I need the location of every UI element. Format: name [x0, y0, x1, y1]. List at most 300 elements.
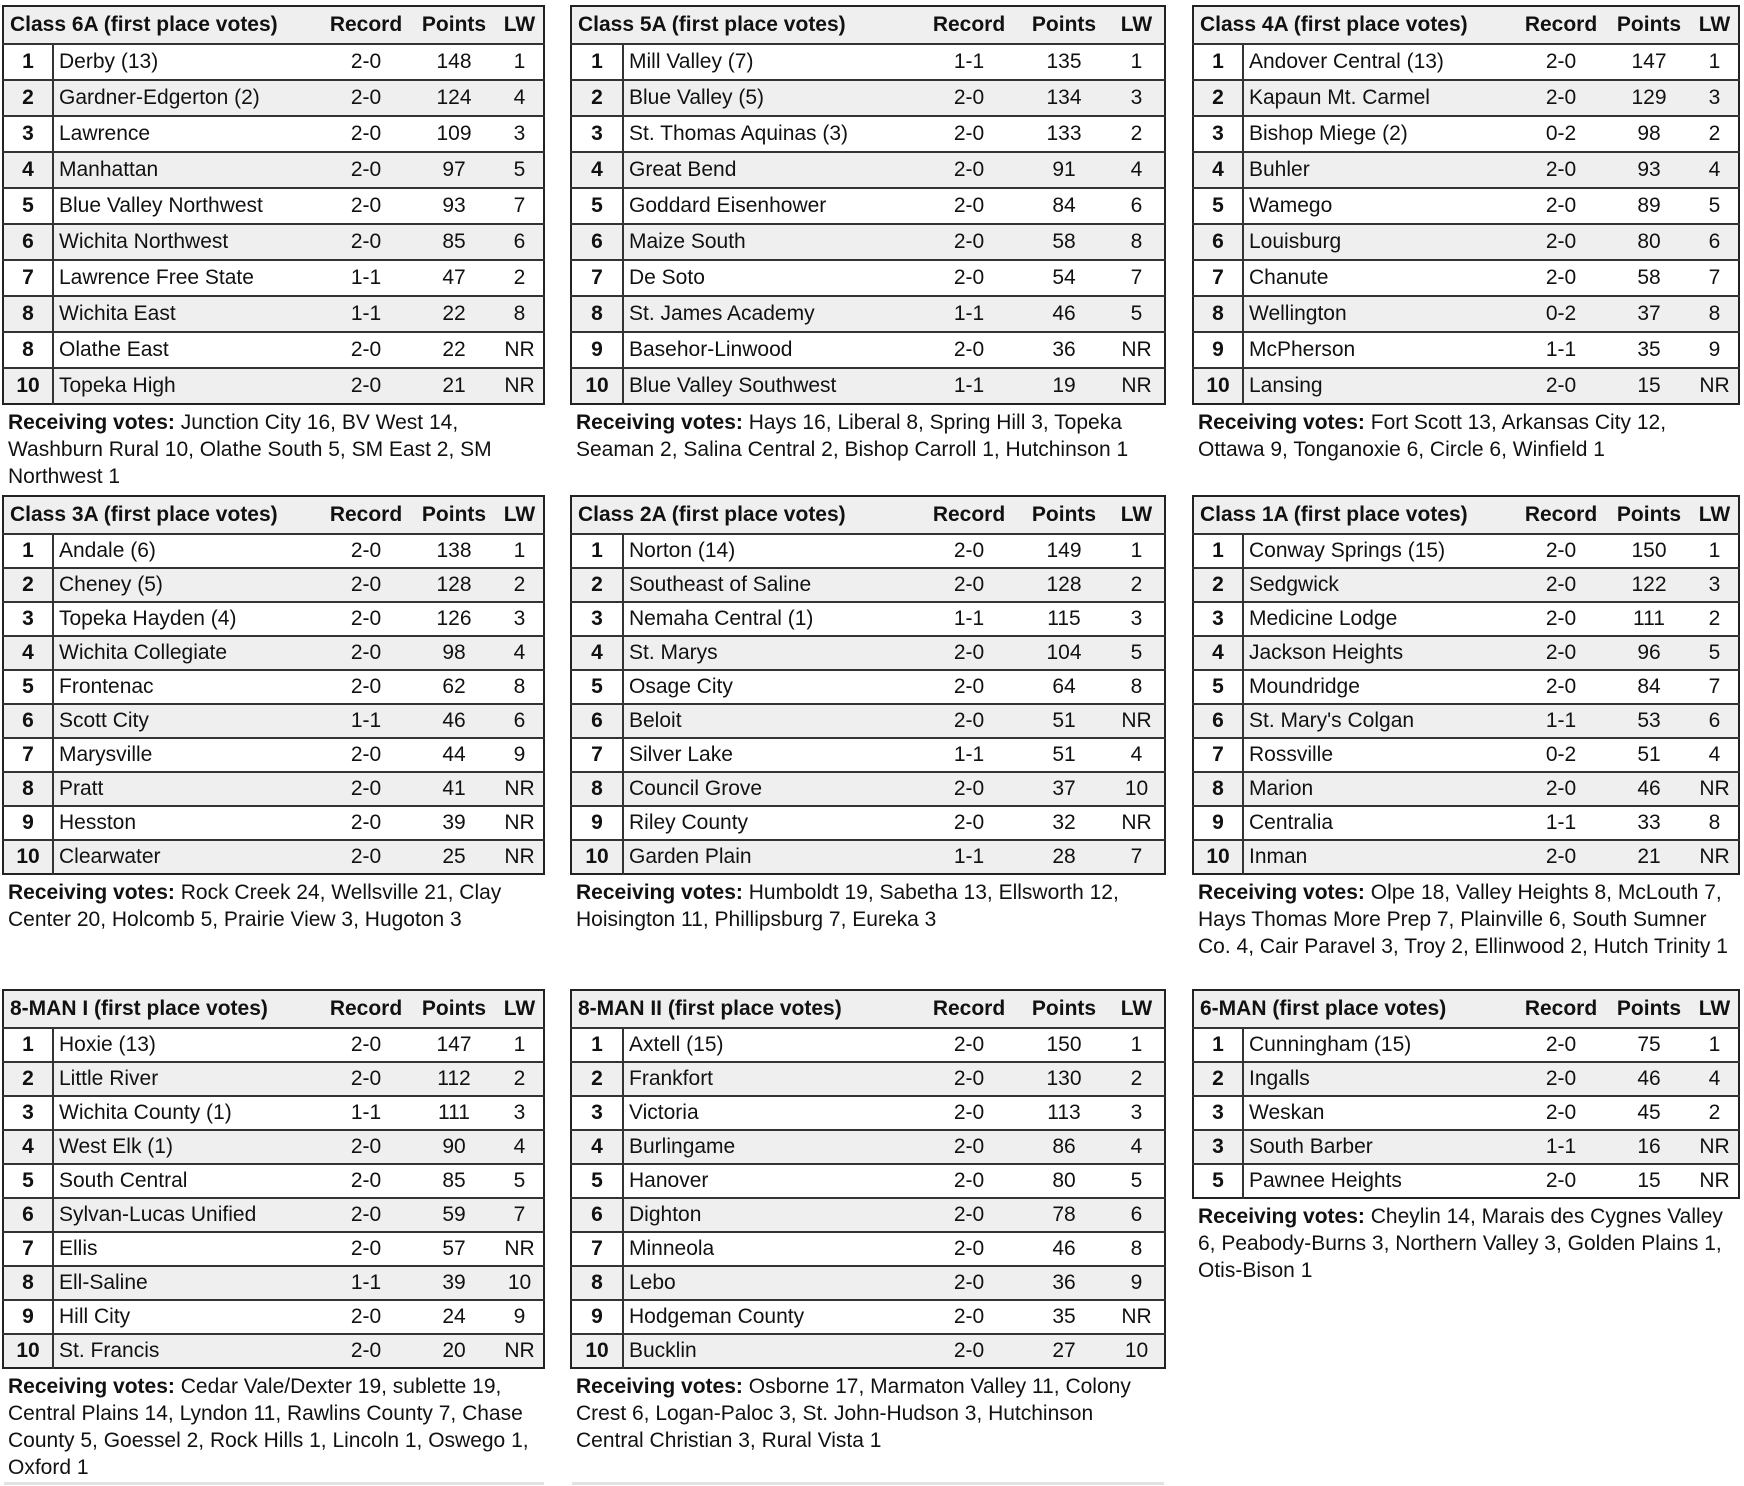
- team-cell: Kapaun Mt. Carmel: [1243, 80, 1515, 116]
- rank-cell: 6: [3, 1198, 53, 1232]
- record-cell: 2-0: [320, 188, 412, 224]
- rank-cell: 9: [3, 1300, 53, 1334]
- team-cell: Mill Valley (7): [623, 44, 919, 80]
- table-row: [571, 534, 1165, 568]
- record-cell: 2-0: [320, 670, 412, 704]
- team-cell: Burlingame: [623, 1130, 919, 1164]
- record-cell: 2-0: [320, 44, 412, 80]
- lw-cell: 8: [1691, 806, 1739, 840]
- rank-cell: 10: [571, 1334, 623, 1368]
- points-cell: 112: [412, 1062, 496, 1096]
- points-cell: 135: [1019, 44, 1109, 80]
- table-row: [3, 772, 544, 806]
- lw-header: LW: [1691, 6, 1739, 44]
- record-cell: 2-0: [320, 80, 412, 116]
- table-row: [3, 1232, 544, 1266]
- lw-cell: 1: [496, 44, 544, 80]
- lw-cell: 1: [1691, 44, 1739, 80]
- rank-cell: 3: [1193, 602, 1243, 636]
- table-row: [3, 1028, 544, 1062]
- lw-header: LW: [496, 496, 544, 534]
- points-cell: 109: [412, 116, 496, 152]
- record-cell: 1-1: [320, 260, 412, 296]
- record-cell: 2-0: [919, 1266, 1019, 1300]
- header-row: [571, 496, 1165, 534]
- poll-class-6a: [2, 5, 545, 490]
- points-cell: 41: [412, 772, 496, 806]
- rank-cell: 6: [571, 704, 623, 738]
- receiving-votes: [1192, 405, 1740, 463]
- record-cell: 2-0: [320, 152, 412, 188]
- table-row: [571, 738, 1165, 772]
- divider: [572, 1482, 1164, 1485]
- record-cell: 1-1: [320, 704, 412, 738]
- team-cell: Scott City: [53, 704, 320, 738]
- lw-cell: 2: [1691, 116, 1739, 152]
- team-cell: Norton (14): [623, 534, 919, 568]
- record-cell: 1-1: [320, 1266, 412, 1300]
- team-cell: Topeka High: [53, 368, 320, 404]
- record-cell: 2-0: [919, 636, 1019, 670]
- team-cell: Frontenac: [53, 670, 320, 704]
- record-cell: 2-0: [1515, 1062, 1607, 1096]
- receiving-votes: [2, 875, 545, 933]
- table-row: [1193, 296, 1739, 332]
- rank-cell: 8: [3, 1266, 53, 1300]
- record-cell: 2-0: [320, 116, 412, 152]
- points-cell: 134: [1019, 80, 1109, 116]
- lw-cell: 1: [1109, 534, 1165, 568]
- table-row: [571, 840, 1165, 874]
- rank-cell: 6: [571, 224, 623, 260]
- receiving-votes-text: Osborne 17, Marmaton Valley 11, Colony Crest 6, Logan-Paloc 3, St. John-Hudson 3, Hutchinson Central Christian 3, Rural Vista 1: [576, 1375, 1131, 1452]
- lw-header: LW: [1109, 496, 1165, 534]
- table-row: [1193, 670, 1739, 704]
- lw-cell: NR: [1691, 840, 1739, 874]
- points-cell: 32: [1019, 806, 1109, 840]
- team-cell: West Elk (1): [53, 1130, 320, 1164]
- team-cell: Blue Valley Northwest: [53, 188, 320, 224]
- points-cell: 93: [1607, 152, 1691, 188]
- receiving-votes-text: Cheylin 14, Marais des Cygnes Valley 6, Peabody-Burns 3, Northern Valley 3, Golden Plains 1, Otis-Bison 1: [1198, 1205, 1723, 1282]
- table-row: [571, 806, 1165, 840]
- points-cell: 33: [1607, 806, 1691, 840]
- team-cell: Wichita County (1): [53, 1096, 320, 1130]
- lw-cell: 8: [1109, 670, 1165, 704]
- points-cell: 46: [1019, 1232, 1109, 1266]
- table-row: [571, 1334, 1165, 1368]
- rank-cell: 5: [1193, 670, 1243, 704]
- team-cell: St. Francis: [53, 1334, 320, 1368]
- record-cell: 2-0: [320, 368, 412, 404]
- lw-cell: NR: [1691, 368, 1739, 404]
- rank-cell: 6: [1193, 224, 1243, 260]
- lw-cell: 9: [1691, 332, 1739, 368]
- table-row: [1193, 806, 1739, 840]
- lw-cell: 7: [1109, 260, 1165, 296]
- team-cell: Dighton: [623, 1198, 919, 1232]
- lw-cell: 6: [496, 704, 544, 738]
- points-cell: 25: [412, 840, 496, 874]
- table-row: [3, 1062, 544, 1096]
- record-cell: 2-0: [320, 332, 412, 368]
- points-cell: 46: [1607, 1062, 1691, 1096]
- receiving-votes: [1192, 1199, 1740, 1284]
- rank-cell: 3: [571, 1096, 623, 1130]
- poll-table: [2, 5, 545, 405]
- points-cell: 35: [1019, 1300, 1109, 1334]
- team-cell: South Barber: [1243, 1130, 1515, 1164]
- lw-cell: NR: [496, 840, 544, 874]
- team-cell: Andale (6): [53, 534, 320, 568]
- table-row: [3, 152, 544, 188]
- table-row: [1193, 224, 1739, 260]
- table-row: [3, 1130, 544, 1164]
- lw-cell: 9: [496, 1300, 544, 1334]
- lw-cell: 2: [1109, 116, 1165, 152]
- points-cell: 44: [412, 738, 496, 772]
- lw-header: LW: [1691, 990, 1739, 1028]
- receiving-votes-text: Cedar Vale/Dexter 19, sublette 19, Central Plains 14, Lyndon 11, Rawlins County 7, Chase County 5, Goessel 2, Rock Hills 1, Lincoln 1, Oswego 1, Oxford 1: [8, 1375, 529, 1479]
- rank-cell: 10: [3, 368, 53, 404]
- lw-cell: 3: [1109, 80, 1165, 116]
- points-cell: 128: [1019, 568, 1109, 602]
- receiving-votes-label: Receiving votes:: [576, 1375, 743, 1398]
- rank-cell: 5: [571, 670, 623, 704]
- record-cell: 1-1: [919, 368, 1019, 404]
- table-row: [3, 806, 544, 840]
- table-row: [3, 568, 544, 602]
- lw-cell: NR: [496, 332, 544, 368]
- lw-cell: NR: [496, 368, 544, 404]
- table-row: [571, 224, 1165, 260]
- rank-cell: 3: [1193, 116, 1243, 152]
- points-header: Points: [412, 990, 496, 1028]
- lw-cell: NR: [496, 1334, 544, 1368]
- points-cell: 37: [1607, 296, 1691, 332]
- team-cell: Olathe East: [53, 332, 320, 368]
- record-cell: 2-0: [320, 1232, 412, 1266]
- team-cell: Axtell (15): [623, 1028, 919, 1062]
- rank-cell: 10: [3, 840, 53, 874]
- lw-cell: 1: [1691, 534, 1739, 568]
- rank-cell: 2: [3, 1062, 53, 1096]
- record-header: Record: [320, 496, 412, 534]
- rank-cell: 4: [3, 152, 53, 188]
- lw-cell: 5: [1109, 296, 1165, 332]
- team-cell: St. Marys: [623, 636, 919, 670]
- points-cell: 93: [412, 188, 496, 224]
- points-cell: 148: [412, 44, 496, 80]
- team-cell: Inman: [1243, 840, 1515, 874]
- points-cell: 35: [1607, 332, 1691, 368]
- rank-cell: 4: [1193, 152, 1243, 188]
- receiving-votes-label: Receiving votes:: [1198, 881, 1365, 904]
- team-cell: Sylvan-Lucas Unified: [53, 1198, 320, 1232]
- rank-cell: 3: [3, 602, 53, 636]
- team-cell: Garden Plain: [623, 840, 919, 874]
- rank-cell: 4: [3, 636, 53, 670]
- record-cell: 2-0: [919, 80, 1019, 116]
- team-cell: Rossville: [1243, 738, 1515, 772]
- poll-6-man: [1192, 989, 1740, 1284]
- rank-cell: 10: [3, 1334, 53, 1368]
- table-row: [1193, 738, 1739, 772]
- table-row: [3, 1198, 544, 1232]
- record-cell: 2-0: [320, 806, 412, 840]
- record-cell: 0-2: [1515, 116, 1607, 152]
- table-row: [571, 772, 1165, 806]
- team-cell: Wellington: [1243, 296, 1515, 332]
- record-cell: 2-0: [919, 1300, 1019, 1334]
- record-cell: 2-0: [919, 772, 1019, 806]
- poll-title: Class 5A (first place votes): [571, 6, 919, 44]
- lw-cell: 3: [496, 1096, 544, 1130]
- table-row: [3, 636, 544, 670]
- table-row: [3, 534, 544, 568]
- table-row: [571, 1300, 1165, 1334]
- rank-cell: 5: [1193, 1164, 1243, 1198]
- points-cell: 51: [1607, 738, 1691, 772]
- lw-cell: NR: [496, 1232, 544, 1266]
- table-row: [1193, 1028, 1739, 1062]
- points-cell: 51: [1019, 738, 1109, 772]
- table-row: [3, 602, 544, 636]
- team-cell: Moundridge: [1243, 670, 1515, 704]
- rank-cell: 3: [571, 116, 623, 152]
- table-row: [1193, 1164, 1739, 1198]
- poll-title: Class 3A (first place votes): [3, 496, 320, 534]
- team-cell: Pawnee Heights: [1243, 1164, 1515, 1198]
- lw-cell: NR: [1109, 704, 1165, 738]
- lw-cell: 7: [1109, 840, 1165, 874]
- record-cell: 1-1: [1515, 1130, 1607, 1164]
- points-cell: 98: [412, 636, 496, 670]
- rank-cell: 7: [1193, 738, 1243, 772]
- lw-cell: 4: [496, 80, 544, 116]
- lw-cell: 4: [1109, 738, 1165, 772]
- receiving-votes-label: Receiving votes:: [1198, 1205, 1365, 1228]
- points-cell: 113: [1019, 1096, 1109, 1130]
- table-row: [571, 704, 1165, 738]
- record-cell: 2-0: [1515, 188, 1607, 224]
- points-cell: 104: [1019, 636, 1109, 670]
- team-cell: Jackson Heights: [1243, 636, 1515, 670]
- record-cell: 2-0: [1515, 368, 1607, 404]
- table-row: [571, 332, 1165, 368]
- points-cell: 24: [412, 1300, 496, 1334]
- points-cell: 96: [1607, 636, 1691, 670]
- lw-cell: 8: [1109, 1232, 1165, 1266]
- poll-title: 8-MAN I (first place votes): [3, 990, 320, 1028]
- lw-cell: 7: [1691, 670, 1739, 704]
- table-row: [1193, 704, 1739, 738]
- lw-cell: 10: [1109, 772, 1165, 806]
- points-cell: 80: [1019, 1164, 1109, 1198]
- record-cell: 2-0: [320, 636, 412, 670]
- points-cell: 21: [1607, 840, 1691, 874]
- rank-cell: 10: [571, 840, 623, 874]
- poll-class-2a: [570, 495, 1166, 933]
- table-row: [1193, 116, 1739, 152]
- lw-cell: 6: [1691, 224, 1739, 260]
- rank-cell: 4: [571, 1130, 623, 1164]
- table-row: [3, 1334, 544, 1368]
- rank-cell: 9: [571, 806, 623, 840]
- rank-cell: 7: [1193, 260, 1243, 296]
- header-row: [3, 990, 544, 1028]
- table-row: [571, 1062, 1165, 1096]
- record-cell: 2-0: [919, 1028, 1019, 1062]
- points-header: Points: [412, 6, 496, 44]
- poll-table: [570, 495, 1166, 875]
- team-cell: South Central: [53, 1164, 320, 1198]
- team-cell: Blue Valley (5): [623, 80, 919, 116]
- rank-cell: 9: [571, 1300, 623, 1334]
- rank-cell: 4: [1193, 636, 1243, 670]
- points-cell: 78: [1019, 1198, 1109, 1232]
- team-cell: Bucklin: [623, 1334, 919, 1368]
- team-cell: Chanute: [1243, 260, 1515, 296]
- record-cell: 2-0: [919, 806, 1019, 840]
- points-cell: 57: [412, 1232, 496, 1266]
- team-cell: McPherson: [1243, 332, 1515, 368]
- team-cell: Marion: [1243, 772, 1515, 806]
- record-header: Record: [919, 6, 1019, 44]
- rank-cell: 1: [571, 534, 623, 568]
- poll-table: [1192, 5, 1740, 405]
- lw-cell: 8: [496, 296, 544, 332]
- team-cell: Wamego: [1243, 188, 1515, 224]
- record-cell: 1-1: [919, 44, 1019, 80]
- team-cell: Derby (13): [53, 44, 320, 80]
- rank-cell: 3: [3, 116, 53, 152]
- points-cell: 39: [412, 806, 496, 840]
- lw-cell: 6: [1691, 704, 1739, 738]
- table-row: [1193, 80, 1739, 116]
- record-header: Record: [919, 990, 1019, 1028]
- lw-cell: 6: [1109, 188, 1165, 224]
- record-cell: 2-0: [1515, 636, 1607, 670]
- points-header: Points: [1019, 990, 1109, 1028]
- points-cell: 75: [1607, 1028, 1691, 1062]
- team-cell: Buhler: [1243, 152, 1515, 188]
- lw-cell: 4: [1691, 152, 1739, 188]
- record-cell: 2-0: [1515, 44, 1607, 80]
- rank-cell: 9: [1193, 806, 1243, 840]
- points-cell: 150: [1019, 1028, 1109, 1062]
- poll-title: 6-MAN (first place votes): [1193, 990, 1515, 1028]
- lw-header: LW: [496, 990, 544, 1028]
- record-cell: 2-0: [320, 1334, 412, 1368]
- table-row: [571, 368, 1165, 404]
- points-header: Points: [1019, 496, 1109, 534]
- rank-cell: 2: [571, 568, 623, 602]
- points-cell: 37: [1019, 772, 1109, 806]
- team-cell: Sedgwick: [1243, 568, 1515, 602]
- lw-cell: NR: [496, 806, 544, 840]
- record-cell: 1-1: [919, 840, 1019, 874]
- rank-cell: 7: [3, 1232, 53, 1266]
- team-cell: Andover Central (13): [1243, 44, 1515, 80]
- table-row: [1193, 260, 1739, 296]
- points-header: Points: [1607, 496, 1691, 534]
- record-cell: 2-0: [320, 1300, 412, 1334]
- record-cell: 2-0: [1515, 602, 1607, 636]
- poll-table: [1192, 989, 1740, 1199]
- lw-cell: NR: [1109, 368, 1165, 404]
- record-cell: 2-0: [919, 568, 1019, 602]
- table-row: [571, 44, 1165, 80]
- table-row: [571, 670, 1165, 704]
- record-cell: 2-0: [320, 1062, 412, 1096]
- record-cell: 0-2: [1515, 296, 1607, 332]
- points-cell: 64: [1019, 670, 1109, 704]
- table-row: [571, 1164, 1165, 1198]
- receiving-votes-text: Fort Scott 13, Arkansas City 12, Ottawa 9, Tonganoxie 6, Circle 6, Winfield 1: [1198, 411, 1667, 461]
- receiving-votes-label: Receiving votes:: [8, 411, 175, 434]
- points-cell: 149: [1019, 534, 1109, 568]
- receiving-votes-text: Hays 16, Liberal 8, Spring Hill 3, Topeka Seaman 2, Salina Central 2, Bishop Carroll 1, Hutchinson 1: [576, 411, 1129, 461]
- rank-cell: 8: [3, 772, 53, 806]
- table-row: [571, 116, 1165, 152]
- team-cell: Osage City: [623, 670, 919, 704]
- team-cell: Ingalls: [1243, 1062, 1515, 1096]
- table-row: [1193, 568, 1739, 602]
- points-cell: 54: [1019, 260, 1109, 296]
- table-row: [571, 1232, 1165, 1266]
- team-cell: St. Thomas Aquinas (3): [623, 116, 919, 152]
- team-cell: Nemaha Central (1): [623, 602, 919, 636]
- table-row: [571, 636, 1165, 670]
- rank-cell: 5: [571, 1164, 623, 1198]
- record-cell: 1-1: [1515, 806, 1607, 840]
- lw-cell: 1: [496, 534, 544, 568]
- record-cell: 2-0: [1515, 568, 1607, 602]
- lw-cell: 7: [496, 188, 544, 224]
- rank-cell: 1: [571, 44, 623, 80]
- lw-cell: NR: [496, 772, 544, 806]
- team-cell: Victoria: [623, 1096, 919, 1130]
- team-cell: Hesston: [53, 806, 320, 840]
- header-row: [1193, 990, 1739, 1028]
- team-cell: Riley County: [623, 806, 919, 840]
- poll-table: [2, 989, 545, 1369]
- points-cell: 138: [412, 534, 496, 568]
- table-row: [571, 568, 1165, 602]
- receiving-votes: [2, 1369, 545, 1481]
- lw-cell: 6: [1109, 1198, 1165, 1232]
- lw-cell: 9: [496, 738, 544, 772]
- record-cell: 2-0: [919, 1096, 1019, 1130]
- table-row: [3, 296, 544, 332]
- points-cell: 20: [412, 1334, 496, 1368]
- table-row: [3, 116, 544, 152]
- lw-cell: 10: [496, 1266, 544, 1300]
- poll-8-man-i: [2, 989, 545, 1481]
- team-cell: Hill City: [53, 1300, 320, 1334]
- table-row: [571, 1266, 1165, 1300]
- rank-cell: 4: [571, 152, 623, 188]
- rank-cell: 9: [1193, 332, 1243, 368]
- lw-cell: 2: [1109, 1062, 1165, 1096]
- header-row: [3, 496, 544, 534]
- table-row: [3, 1266, 544, 1300]
- rank-cell: 7: [571, 1232, 623, 1266]
- team-cell: Council Grove: [623, 772, 919, 806]
- team-cell: Gardner-Edgerton (2): [53, 80, 320, 116]
- lw-cell: 1: [1109, 1028, 1165, 1062]
